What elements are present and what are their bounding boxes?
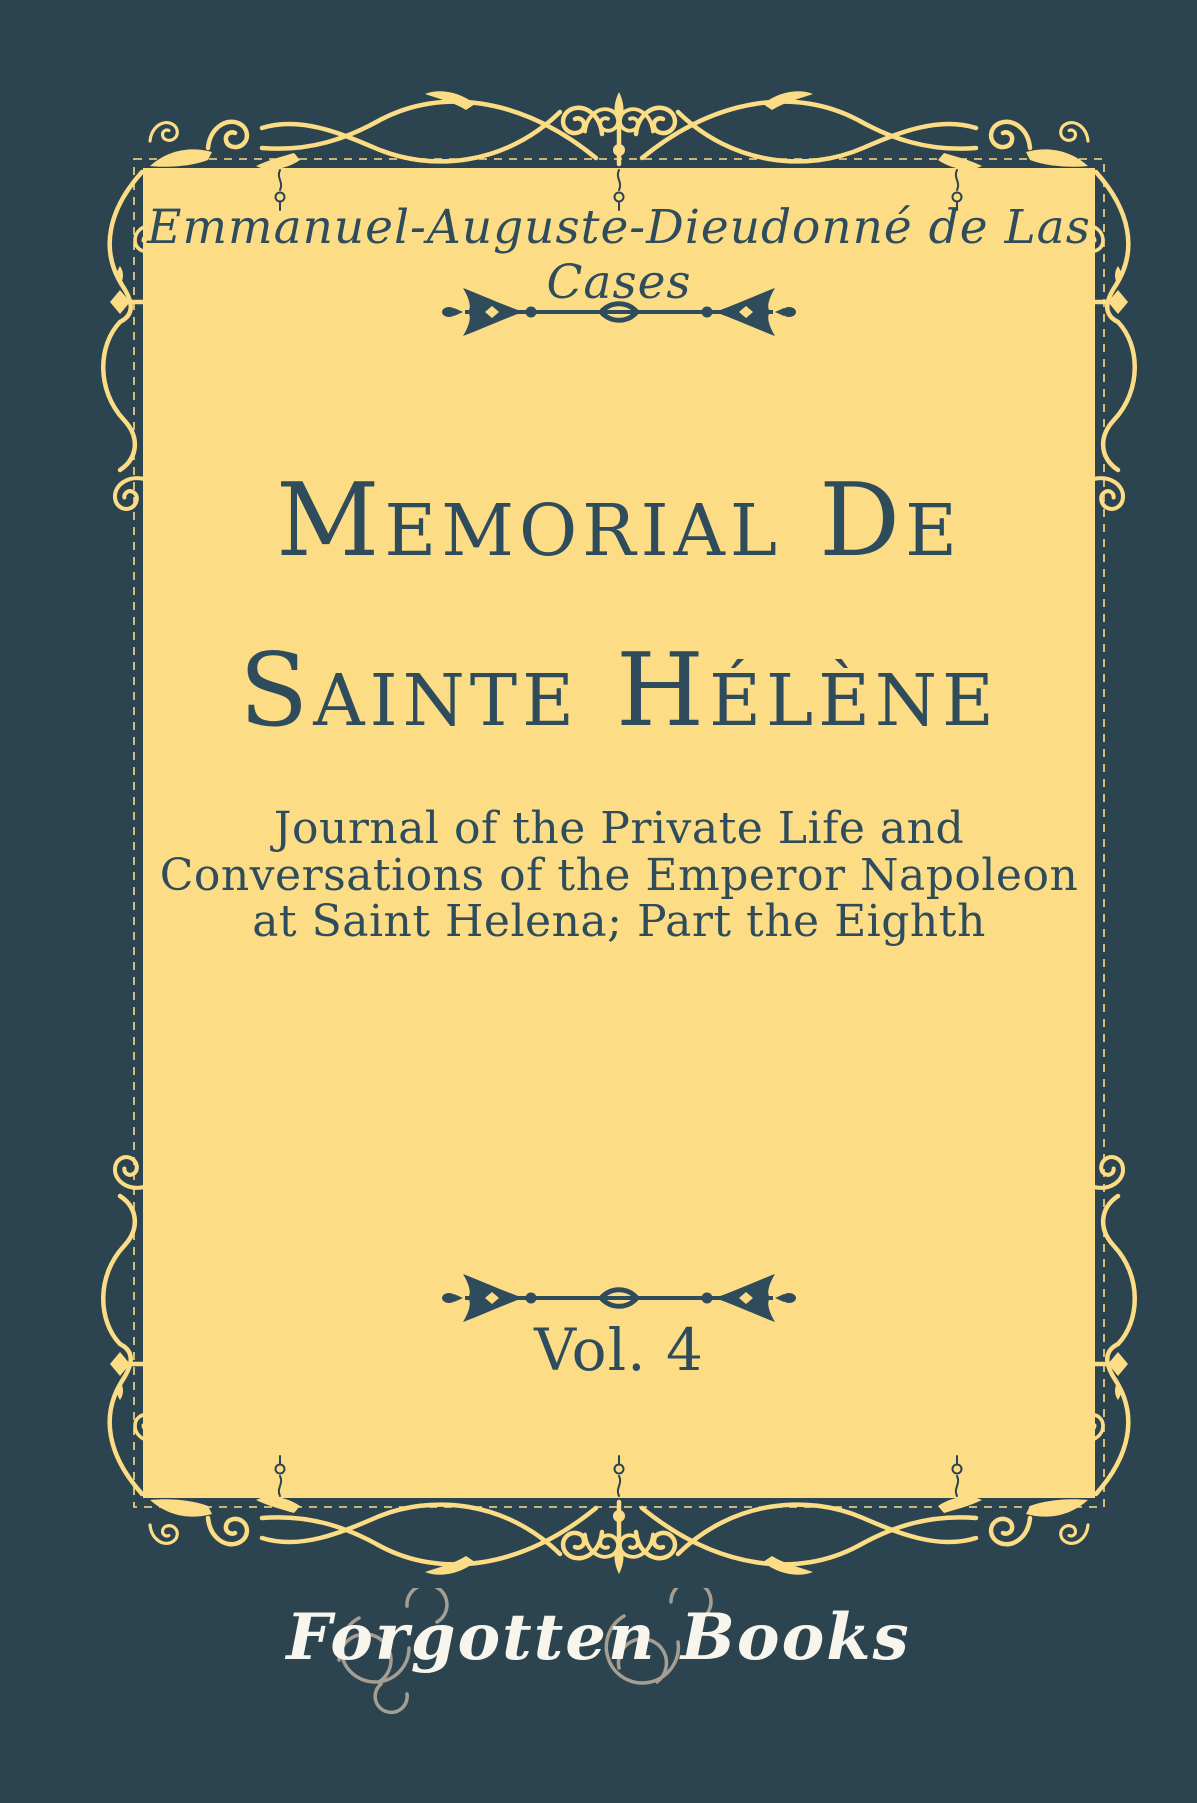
subtitle-line-2: Conversations of the Emperor Napoleon: [159, 849, 1079, 901]
subtitle-line-3: at Saint Helena; Part the Eighth: [252, 896, 986, 948]
publisher-logo: [0, 1600, 1197, 1730]
subtitle-line-1: Journal of the Private Life and: [273, 803, 965, 854]
title-line-2: Sainte Hélène: [239, 630, 999, 749]
author-name: Emmanuel-Auguste-Dieudonné de Las Cases: [147, 200, 1091, 310]
publisher-name: Forgotten Books: [286, 1600, 911, 1675]
book-subtitle: [143, 803, 1095, 948]
title-line-1: Memorial De: [276, 461, 962, 579]
book-title: [143, 436, 1095, 775]
volume-label: Vol. 4: [534, 1316, 704, 1384]
